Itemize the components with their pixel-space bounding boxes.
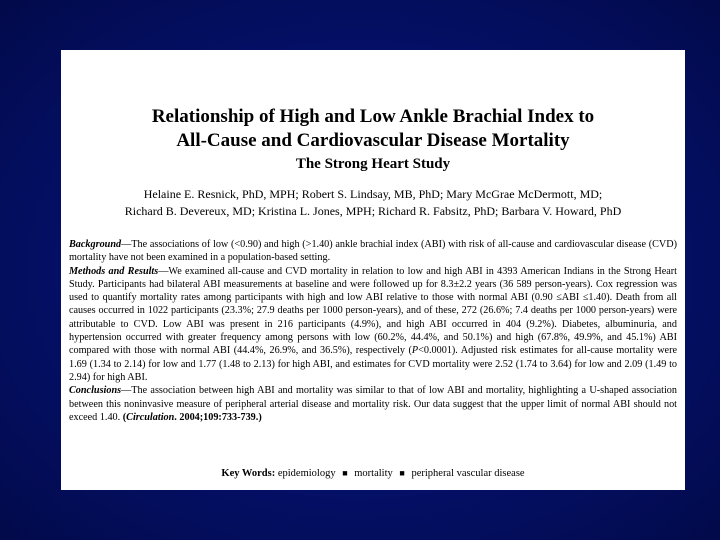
keyword-item: epidemiology <box>277 468 336 479</box>
conclusions-label: Conclusions <box>69 385 122 397</box>
keyword-item: peripheral vascular disease <box>411 468 525 479</box>
methods-text-b: <0.0001). Adjusted risk estimates for all-cause mortality were 1.69 (1.34 to 2.14) for low and 1.77 (1.48 to 2.13) for high ABI, and estimates for CVD mortality were 2.52 (1.74 to 3.64) for low and 2.09 (1.49 to 2.94) for high ABI. <box>69 345 677 383</box>
paper-title <box>61 105 685 153</box>
citation-journal: Circulation <box>126 411 175 423</box>
conclusions-text: —The association between high ABI and mortality was similar to that of low ABI and mortality, highlighting a U-shaped association between this noninvasive measure of peripheral arterial disease and mortality risk. Our data suggest that the upper limit of normal ABI should not exceed 1.40. <box>69 385 677 423</box>
background-label: Background <box>69 239 122 250</box>
abstract <box>69 238 677 424</box>
author-list <box>61 186 685 220</box>
title-line-1: Relationship of High and Low Ankle Brachial Index to <box>151 106 595 127</box>
keyword-item: mortality <box>354 468 393 479</box>
p-value-label: P <box>411 345 419 357</box>
authors-line-2: Richard B. Devereux, MD; Kristina L. Jones, MPH; Richard R. Fabsitz, PhD; Barbara V. Howard, PhD <box>124 204 622 218</box>
abstract-background <box>69 238 677 265</box>
paper-page <box>61 50 685 490</box>
title-line-2: All-Cause and Cardiovascular Disease Mortality <box>176 130 570 151</box>
authors-line-1: Helaine E. Resnick, PhD, MPH; Robert S. Lindsay, MB, PhD; Mary McGrae McDermott, MD; <box>143 187 603 201</box>
keyword-separator-icon: ■ <box>342 468 348 478</box>
methods-text-a: —We examined all-cause and CVD mortality in relation to low and high ABI in 4393 American Indians in the Strong Heart Study. Participants had bilateral ABI measurements at baseline and were followed up for 8.3±2.2 years (36 589 person-years). Cox regression was used to quantify mortality rates among participants with high and low ABI relative to those with normal ABI (0.90 ≤ABI ≤1.40). Death from all causes occurred in 1022 participants (23.3%; 27.9 deaths per 1000 person-years), and of these, 272 (26.6%; 7.4 deaths per 1000 person-years) were attributable to CVD. Low ABI was present in 216 participants (4.9%), and high ABI occurred in 404 (9.2%). Diabetes, albuminuria, and hypertension occurred with greater frequency among persons with low (60.2%, 44.4%, and 50.1%) and high (67.8%, 49.9%, and 45.1%) ABI compared with those with normal ABI (44.4%, 26.9%, and 36.5%), respectively ( <box>69 265 677 357</box>
abstract-methods <box>69 265 677 385</box>
abstract-conclusions <box>69 384 677 424</box>
key-words <box>61 468 685 479</box>
background-text: —The associations of low (<0.90) and high (>1.40) ankle brachial index (ABI) with risk of all-cause and cardiovascular disease (CVD) mortality have not been examined in a population-based setting. <box>69 239 677 264</box>
keyword-separator-icon: ■ <box>399 468 405 478</box>
citation: (Circulation. 2004;109:733-739.) <box>122 411 262 423</box>
methods-label: Methods and Results <box>69 265 159 277</box>
key-words-label: Key Words: <box>221 468 276 479</box>
paper-subtitle: The Strong Heart Study <box>295 156 451 172</box>
